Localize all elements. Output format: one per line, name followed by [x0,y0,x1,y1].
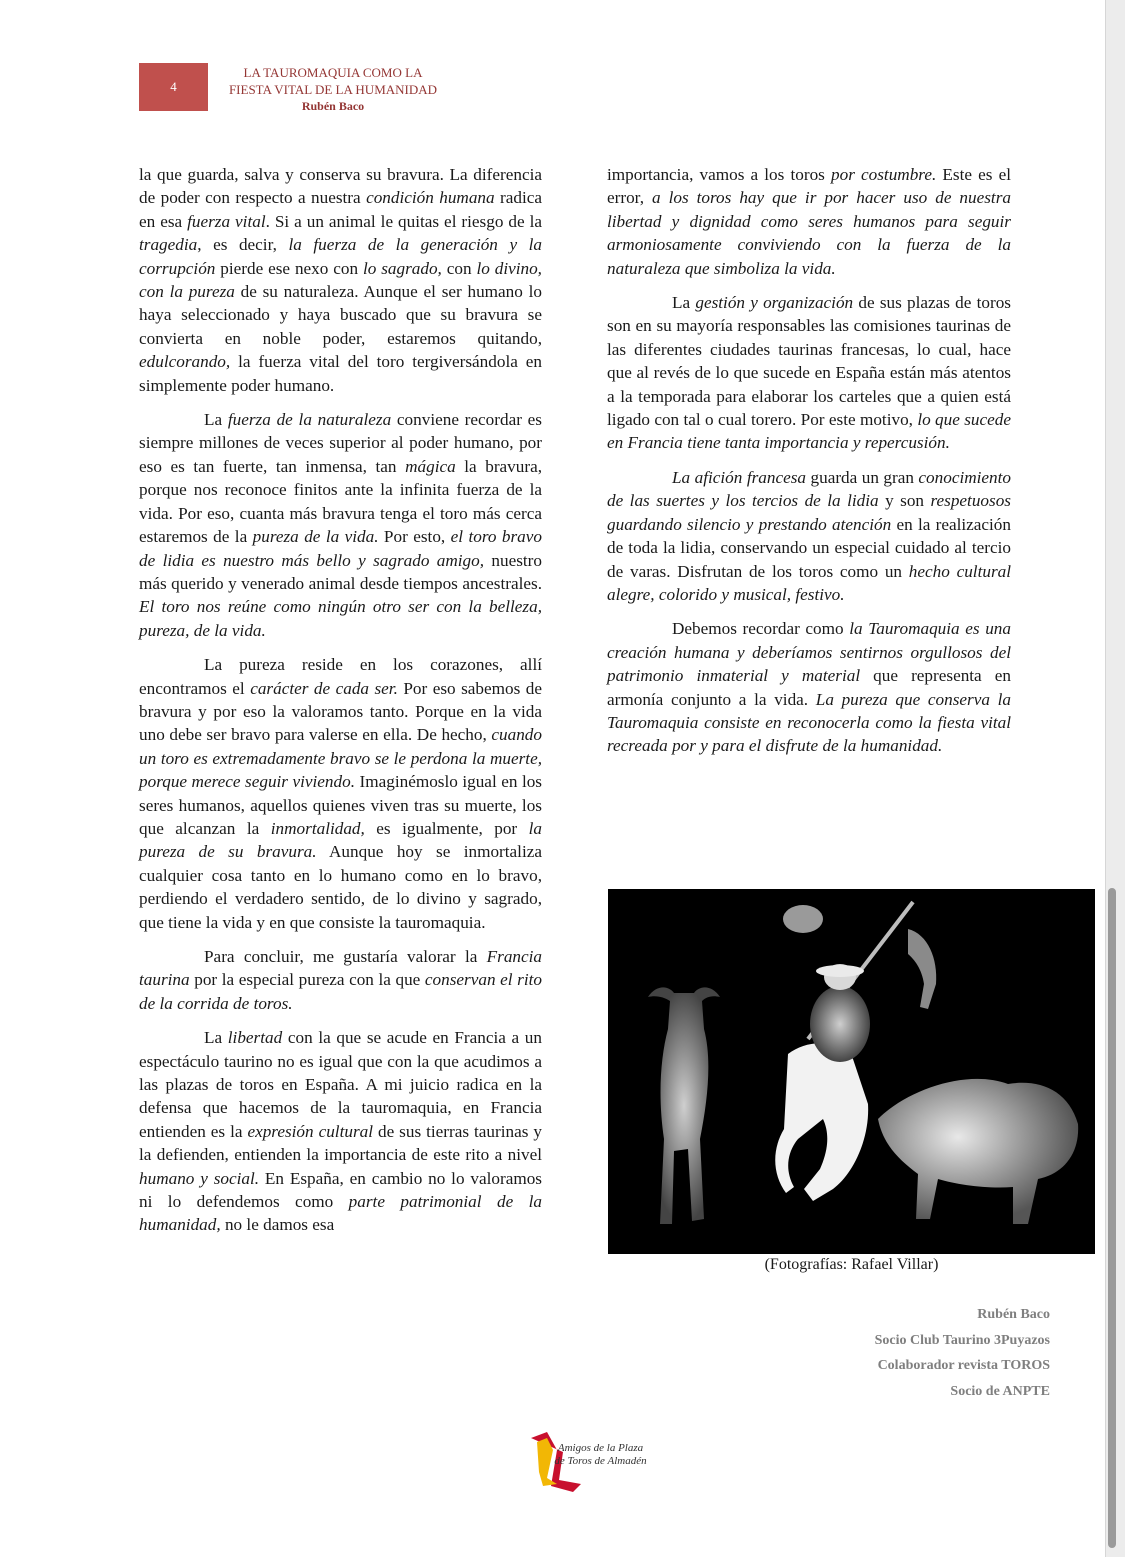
italic-run: condición humana [366,188,495,208]
text-run: , es decir, [197,235,289,255]
text-run: en la realización de toda la lidia, conservando un especial cuidado al tercio de varas. Disfrutan de los toros como un [607,514,1011,581]
italic-run: la fuerza de la generación y la corrupción [139,235,542,278]
logo-text-line1: Amigos de la Plaza [557,1442,644,1454]
italic-run: conservan el rito de la corrida de toros. [139,970,542,1013]
text-run: Aunque hoy se inmortaliza cualquier cosa tanto en lo humano como en lo bravo, perdiendo el verdadero sentido, de lo divino y sagrado, que tiene la vida y en que consiste la tauromaquia. [139,842,542,932]
header-title-line1: LA TAUROMAQUIA COMO LA [243,65,423,80]
paragraph [139,1026,542,1237]
italic-run: gestión y organización [695,293,854,313]
italic-run: conocimiento de las suertes y los tercios de la lidia [607,467,1011,511]
text-run: no le damos esa [220,1215,335,1235]
text-run: Por esto, [378,527,451,547]
italic-run: lo que sucede en Francia tiene tanta importancia y repercusión. [607,410,1011,453]
text-run: Por eso sabemos de bravura y por eso la valoramos tanto. Porque en la vida uno debe ser bravo para valerse en ella. De hecho, [139,678,542,745]
left-column [139,163,542,1248]
text-run: de su naturaleza. Aunque el ser humano lo haya seleccionado y haya buscado que su bravura se convierta en noble poder, estaremos quitando, [139,282,542,348]
italic-run: cuando un toro es extremadamente bravo se le perdona la muerte, porque merece seguir viviendo. [139,725,542,792]
text-run: importancia, vamos a los toros [607,165,831,184]
italic-run: la pureza de su bravura. [139,818,543,862]
text-run: y son [878,491,931,511]
viewer-scrollbar-thumb[interactable] [1108,888,1116,1548]
text-run: la que guarda, salva y conserva su bravura. La diferencia de poder con respecto a nuestra [139,165,542,208]
text-run: que representa en armonía conjunto a la vida. [607,666,1011,709]
text-run: la bravura, porque nos reconoce finitos ante la infinita fuerza de la vida. Por eso, cuanta más bravura tenga el toro más cerca estaremos de la [139,456,543,547]
text-run: la fuerza vital del toro tergiversándola en simplemente poder humano. [139,352,542,395]
italic-run: El toro nos reúne como ningún otro ser con la belleza, pureza, de la vida. [139,597,542,640]
page-number: 4 [170,79,177,94]
text-run: La pureza reside en los corazones, allí encontramos el [139,655,542,698]
italic-run: mágica [405,456,456,476]
italic-run: hecho cultural alegre, colorido y musical, festivo. [607,561,1011,604]
paragraph [139,945,542,1015]
italic-run: lo divino, con la pureza [139,258,542,302]
italic-run: por costumbre. [831,165,937,184]
italic-run: inmortalidad, [270,818,365,838]
text-run: Debemos recordar como [672,619,850,639]
italic-run: lo sagrado, [362,258,442,278]
text-run: La [204,1028,228,1048]
text-run: conviene recordar es siempre millones de veces superior al poder humano, por eso es tan fuerte, tan inmensa, tan [139,410,542,476]
text-run: por la especial pureza con la que [189,970,425,990]
italic-run: La afición francesa [672,467,807,487]
italic-run: La pureza que conserva la Tauromaquia consiste en reconocerla como la fiesta vital recreada por y para el disfrute de la humanidad. [607,689,1011,756]
text-run: Para concluir, me gustaría valorar la [204,947,487,966]
italic-run: expresión cultural [247,1121,374,1141]
text-run: guarda un gran [806,467,919,487]
text-run: con la que se acude en Francia a un espectáculo taurino no es igual que con la que acudimos a las plazas de toros en España. A mi juicio radica en la defensa que hacemos de la tauromaquia, en Francia entienden es la [139,1028,542,1141]
italic-run: fuerza vital [187,211,266,231]
text-run: En España, en cambio no lo valoramos ni lo defendemos como [139,1168,542,1212]
text-run: de sus tierras taurinas y la defienden, entienden la importancia de este rito a nivel [139,1121,542,1165]
text-run: con [441,258,477,278]
header-author: Rubén Baco [301,99,365,113]
text-run: La [204,410,228,430]
text-run: de sus plazas de toros son en su mayoría responsables las comisiones taurinas de las diferentes ciudades taurinas francesas, lo cual, hace que al revés de lo que sucede en España están más atentos a la temporada para elaborar los carteles que a quien está ligado con tal o cual torero. Por este motivo, [607,293,1011,430]
signature-club: Socio Club Taurino 3Puyazos [874,1332,1050,1348]
logo-text-line2: de Toros de Almadén [554,1455,647,1467]
text-run: es igualmente, por [364,818,529,838]
text-run: pierde ese nexo con [215,258,363,278]
italic-run: pureza de la vida. [252,527,379,547]
italic-run: edulcorando, [139,352,231,372]
text-run: radica en esa [139,188,542,231]
logo-text [553,1442,648,1468]
text-run: . Si a un animal le quitas el riesgo de la [265,211,542,231]
photo-caption: (Fotografías: Rafael Villar) [764,1256,939,1273]
header-title-line2: FIESTA VITAL DE LA HUMANIDAD [228,82,438,97]
page-number-badge [139,63,208,111]
right-column [607,163,1011,769]
italic-run: humano y social. [139,1168,260,1188]
italic-run: el toro bravo de lidia es nuestro más bello y sagrado amigo, [139,527,542,570]
paragraph [139,653,542,934]
running-header [218,64,448,115]
italic-run: libertad [227,1028,283,1048]
author-signature [875,1302,1050,1404]
bullfight-photo [608,889,1095,1254]
paragraph [607,291,1011,455]
paragraph [607,466,1011,606]
text-run: Imaginémoslo igual en los seres humanos, aquellos quienes viven tras su muerte, los que alcanzan la [139,772,542,838]
italic-run: la Tauromaquia es una creación humana y deberíamos sentirnos orgullosos del patrimonio inmaterial y material [607,619,1011,686]
text-run: La [672,293,696,313]
italic-run: Francia taurina [139,947,542,990]
paragraph [607,617,1011,757]
italic-run: respetuosos guardando silencio y prestando atención [607,491,1011,534]
signature-association: Socio de ANPTE [950,1383,1050,1399]
italic-run: carácter de cada ser. [250,678,398,698]
paragraph [139,408,542,642]
text-run: nuestro más querido y venerado animal desde tiempos ancestrales. [139,550,542,593]
signature-magazine: Colaborador revista TOROS [877,1358,1050,1373]
italic-run: a los toros hay que ir por hacer uso de nuestra libertad y dignidad como seres humanos para seguir armoniosamente conviviendo con la fuerza de la naturaleza que simboliza la vida. [607,188,1011,278]
paragraph [139,163,542,397]
italic-run: tragedia [139,235,198,255]
italic-run: parte patrimonial de la humanidad, [139,1192,542,1235]
text-run: Este es el error, [607,165,1011,208]
italic-run: fuerza de la naturaleza [227,410,392,430]
bullfight-illustration [608,889,1095,1254]
paragraph [607,163,1011,280]
signature-name: Rubén Baco [977,1307,1050,1322]
